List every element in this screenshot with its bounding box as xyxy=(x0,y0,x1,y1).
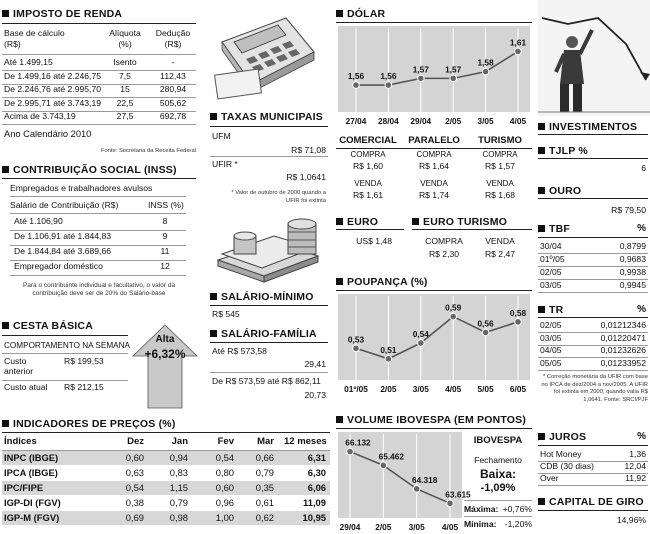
dolar-point xyxy=(450,75,457,82)
ufir-value: R$ 1,0641 xyxy=(286,172,326,182)
juros-row-label: CDB (30 dias) xyxy=(540,461,594,471)
indicadores-cell: 0,98 xyxy=(169,512,188,523)
cesta-row-1-value: R$ 199,53 xyxy=(64,356,104,366)
dolar-data-label: 1,56 xyxy=(380,71,397,82)
poupanca-tick-label: 4/05 xyxy=(445,384,462,394)
dolar-tick-label: 28/04 xyxy=(378,116,399,126)
taxas-title: TAXAS MUNICIPAIS xyxy=(210,111,323,123)
poupanca-point xyxy=(385,356,392,363)
salario-familia-title: SALÁRIO-FAMÍLIA xyxy=(210,328,317,340)
tbf-row-value: 0,9938 xyxy=(619,267,646,277)
tbf-row-divider xyxy=(538,292,648,293)
poupanca-tick-label: 01º/05 xyxy=(344,384,368,394)
inss-title: CONTRIBUIÇÃO SOCIAL (INSS) xyxy=(2,164,177,176)
imposto-row-deducao: 692,78 xyxy=(159,111,187,121)
businessman-chart-icon xyxy=(538,0,650,116)
tbf-row-value: 0,9945 xyxy=(619,280,646,290)
dolar-header: PARALELO xyxy=(408,135,460,146)
dolar-compra-label: COMPRA xyxy=(416,150,452,159)
juros-title: JUROS xyxy=(538,431,586,443)
ibovespa-maxima: +0,76% xyxy=(502,504,532,514)
poupanca-point xyxy=(450,313,457,320)
imposto-header-deducao: Dedução xyxy=(155,28,191,38)
inss-row-label: Empregador doméstico xyxy=(14,261,103,271)
dolar-venda-label: VENDA xyxy=(420,179,448,188)
poupanca-point xyxy=(515,319,522,326)
indicadores-header: Índices xyxy=(4,436,37,447)
indicadores-cell: 0,60 xyxy=(215,482,234,493)
poupanca-data-label: 0,51 xyxy=(380,344,397,355)
poupanca-plot-area xyxy=(338,294,530,380)
imposto-row-base: De 1.499,16 até 2.246,75 xyxy=(4,70,101,81)
salario-familia-row-1-value: 29,41 xyxy=(304,359,326,369)
tr-row-divider xyxy=(538,370,648,371)
ufm-label: UFM xyxy=(212,131,231,141)
indicadores-cell: 0,35 xyxy=(255,482,274,493)
tr-row-date: 02/05 xyxy=(540,320,562,330)
poupanca-data-label: 0,53 xyxy=(347,334,365,345)
ufm-value: R$ 71,08 xyxy=(291,145,326,155)
indicadores-cell: 6,06 xyxy=(307,482,326,493)
indicadores-cell: 0,54 xyxy=(215,452,234,463)
euro-title: EURO xyxy=(336,216,378,228)
poupanca-tick-label: 3/05 xyxy=(412,384,429,394)
tbf-pct: % xyxy=(637,223,646,234)
tr-note: * Correção monetária da UFIR com base no IPCA de dez/2004 a nov/2005. A UFIR foi extinta em 2000, quando valia R$ 1,0641. Fonte: SRCI/PJF xyxy=(541,374,648,403)
ibovespa-tick-label: 3/05 xyxy=(408,522,425,532)
dolar-tick-label: 27/04 xyxy=(345,116,367,126)
imposto-header-base: Base de cálculo xyxy=(4,28,65,38)
imposto-row-base: Até 1.499,15 xyxy=(4,57,53,67)
dolar-point xyxy=(385,82,392,89)
salario-familia-row-1-label: Até R$ 573,58 xyxy=(212,346,267,356)
dolar-compra-value: R$ 1,64 xyxy=(418,161,450,171)
dolar-data-label: 1,57 xyxy=(412,64,429,75)
calculator-icon xyxy=(212,12,324,102)
ibovespa-maxima-label: Máxima: xyxy=(464,504,499,514)
indicadores-header: 12 meses xyxy=(284,436,327,447)
juros-row-divider xyxy=(538,485,648,486)
euro-turismo-venda-label: VENDA xyxy=(485,236,515,246)
dolar-venda-value: R$ 1,68 xyxy=(484,190,516,200)
tr-row-date: 05/05 xyxy=(540,357,562,368)
juros-row-value: 1,36 xyxy=(629,449,646,459)
juros-row-label: Hot Money xyxy=(540,449,582,459)
ibovespa-side-title: IBOVESPA xyxy=(473,435,523,446)
imposto-header-deducao-unit: (R$) xyxy=(164,39,182,49)
ibovespa-tick-label: 29/04 xyxy=(339,522,361,532)
indicadores-cell: 0,79 xyxy=(169,497,188,508)
taxas-note: * Valor de outubro de 2000 quando a UFIR foi extinta xyxy=(231,190,326,204)
investimentos-title: INVESTIMENTOS xyxy=(538,121,637,133)
ibovespa-data-label: 65.462 xyxy=(378,451,405,462)
inss-row-value: 12 xyxy=(160,261,170,271)
poupanca-tick-label: 2/05 xyxy=(380,384,397,394)
alta-value: +6,32% xyxy=(144,347,186,361)
dolar-chart xyxy=(336,24,532,128)
inss-note: Para o contribuinte individual e facultativo, o valor da contribuição deve ser de 20% do Salário-base xyxy=(22,282,176,298)
inss-row-value: 11 xyxy=(160,246,170,256)
ibovespa-fechamento: Fechamento xyxy=(474,455,522,465)
euro-turismo-title: EURO TURISMO xyxy=(412,216,507,228)
salario-minimo-title: SALÁRIO-MÍNIMO xyxy=(210,291,314,303)
ibovespa-minima-label: Mínima: xyxy=(464,519,497,529)
ibovespa-chart xyxy=(336,430,471,534)
capital-value: 14,96% xyxy=(616,515,646,525)
ibovespa-data-label: 63.615 xyxy=(445,489,471,500)
imposto-row-aliquota: Isento xyxy=(113,57,137,67)
imposto-row-deducao: - xyxy=(171,57,175,67)
indicadores-row-name: IGP-DI (FGV) xyxy=(4,497,61,508)
tr-title: TR xyxy=(538,304,563,316)
dolar-venda-label: VENDA xyxy=(486,179,514,188)
indicadores-cell: 0,83 xyxy=(169,467,188,478)
dolar-point xyxy=(482,68,489,75)
inss-subtitle: Empregados e trabalhadores avulsos xyxy=(10,183,153,193)
imposto-row-aliquota: 22,5 xyxy=(116,97,134,108)
indicadores-cell: 0,66 xyxy=(255,452,274,463)
dolar-tick-label: 3/05 xyxy=(477,116,494,126)
ouro-title: OURO xyxy=(538,185,581,197)
tjlp-title: TJLP % xyxy=(538,145,588,157)
dolar-compra-value: R$ 1,57 xyxy=(484,161,516,171)
tbf-row-date: 30/04 xyxy=(540,241,562,251)
tr-row-value: 0,01232626 xyxy=(600,345,646,355)
dolar-tick-label: 2/05 xyxy=(445,116,462,126)
indicadores-row-name: IPCA (IBGE) xyxy=(4,467,58,478)
salario-familia-row-2-label: De R$ 573,59 até R$ 862,11 xyxy=(212,376,321,386)
tbf-row-date: 01º/05 xyxy=(540,254,565,264)
poupanca-tick-label: 5/05 xyxy=(477,384,494,394)
juros-row-value: 12,04 xyxy=(624,461,646,471)
poupanca-data-label: 0,59 xyxy=(445,302,462,313)
ibovespa-point xyxy=(447,500,454,507)
imposto-row-deducao: 280,94 xyxy=(159,84,187,94)
poupanca-point xyxy=(353,345,360,352)
juros-row-value: 11,92 xyxy=(625,473,646,483)
indicadores-row-name: IGP-M (FGV) xyxy=(4,512,60,523)
euro-value: US$ 1,48 xyxy=(356,236,392,246)
ibovespa-status: Baixa: xyxy=(479,467,517,481)
tr-row-value: 0,01220471 xyxy=(600,332,646,343)
euro-turismo-venda: R$ 2,47 xyxy=(484,249,516,259)
ouro-value: R$ 79,50 xyxy=(611,205,646,215)
imposto-row-aliquota: 27,5 xyxy=(116,111,134,121)
inss-col2: INSS (%) xyxy=(148,200,184,210)
dolar-venda-label: VENDA xyxy=(354,179,382,188)
cesta-subtitle: COMPORTAMENTO NA SEMANA xyxy=(4,341,131,350)
dolar-title: DÓLAR xyxy=(336,8,385,20)
dolar-plot-area xyxy=(338,26,530,112)
poupanca-data-label: 0,58 xyxy=(509,307,527,318)
ibovespa-point xyxy=(347,448,354,455)
indicadores-cell: 0,38 xyxy=(125,497,144,508)
indicadores-row-name: INPC (IBGE) xyxy=(4,452,59,463)
indicadores-title: INDICADORES DE PREÇOS (%) xyxy=(2,418,176,430)
tjlp-value: 6 xyxy=(641,163,646,173)
indicadores-cell: 0,94 xyxy=(169,452,188,463)
indicadores-header: Mar xyxy=(257,436,274,447)
ibovespa-tick-label: 2/05 xyxy=(375,522,392,532)
euro-turismo-compra-label: COMPRA xyxy=(425,236,463,246)
dolar-compra-label: COMPRA xyxy=(482,150,518,159)
dolar-data-label: 1,58 xyxy=(477,57,494,68)
ibovespa-data-label: 64.318 xyxy=(411,474,438,485)
tr-row-value: 0,01233952 xyxy=(600,357,646,368)
ibovespa-variation: -1,09% xyxy=(480,482,516,494)
indicadores-cell: 0,63 xyxy=(125,467,144,478)
inss-row-divider xyxy=(10,275,186,276)
indicadores-cell: 0,79 xyxy=(255,467,274,478)
poupanca-point xyxy=(482,329,489,336)
tr-row-value: 0,01212346 xyxy=(600,320,646,330)
dolar-data-label: 1,61 xyxy=(509,37,527,48)
dolar-header: TURISMO xyxy=(478,135,522,146)
dolar-point xyxy=(418,75,425,82)
poupanca-chart xyxy=(336,292,532,396)
indicadores-cell: 0,69 xyxy=(125,512,144,523)
indicadores-row-name: IPC/FIPE xyxy=(4,482,44,493)
inss-row-value: 8 xyxy=(162,216,168,226)
poupanca-data-label: 0,54 xyxy=(412,329,429,339)
tbf-row-date: 03/05 xyxy=(540,280,562,290)
dolar-compra-value: R$ 1,60 xyxy=(352,161,384,171)
salario-minimo-value: R$ 545 xyxy=(212,309,240,319)
cesta-title: CESTA BÁSICA xyxy=(2,320,93,332)
tr-row-date: 03/05 xyxy=(540,332,562,343)
tbf-row-value: 0,9683 xyxy=(619,254,646,264)
cesta-row-2-value: R$ 212,15 xyxy=(64,382,104,392)
tbf-title: TBF xyxy=(538,223,570,235)
inss-row-label: De 1.844,84 até 3.689,66 xyxy=(14,246,111,256)
imposto-row-base: Acima de 3.743,19 xyxy=(4,111,76,121)
tbf-row-date: 02/05 xyxy=(540,267,562,277)
dolar-compra-label: COMPRA xyxy=(350,150,386,159)
inss-col1: Salário de Contribuição (R$) xyxy=(10,200,119,210)
indicadores-cell: 0,60 xyxy=(125,452,144,463)
cesta-row-2-label: Custo atual xyxy=(4,382,48,392)
indicadores-header: Jan xyxy=(171,436,188,447)
poupanca-tick-label: 6/05 xyxy=(509,384,527,394)
juros-pct: % xyxy=(637,431,646,442)
poupanca-data-label: 0,56 xyxy=(477,318,494,329)
poupanca-point xyxy=(418,340,425,347)
ibovespa-title: VOLUME IBOVESPA (EM PONTOS) xyxy=(336,414,526,426)
indicadores-cell: 0,54 xyxy=(125,482,144,493)
ibovespa-point xyxy=(380,462,387,469)
imposto-row-base: De 2.995,71 até 3.743,19 xyxy=(4,97,101,108)
indicadores-cell: 1,00 xyxy=(215,512,234,523)
indicadores-cell: 6,31 xyxy=(307,452,326,463)
tbf-row-value: 0,8799 xyxy=(619,241,646,251)
ibovespa-point xyxy=(413,486,420,493)
indicadores-cell: 11,09 xyxy=(303,497,326,508)
tr-pct: % xyxy=(637,304,646,315)
indicadores-header: Fev xyxy=(217,436,234,447)
imposto-header-base-unit: (R$) xyxy=(4,39,21,49)
dolar-data-label: 1,57 xyxy=(445,64,462,75)
indicadores-cell: 6,30 xyxy=(307,467,326,478)
imposto-row-divider xyxy=(2,124,196,125)
ibovespa-data-label: 66.132 xyxy=(345,437,371,448)
dolar-header: COMERCIAL xyxy=(339,135,397,146)
imposto-row-deducao: 112,43 xyxy=(160,70,186,81)
indicadores-cell: 0,61 xyxy=(255,497,274,508)
indicadores-cell: 0,62 xyxy=(255,512,274,523)
dolar-venda-value: R$ 1,74 xyxy=(418,190,450,200)
imposto-title: IMPOSTO DE RENDA xyxy=(2,8,122,20)
imposto-row-base: De 2.246,76 até 2.995,70 xyxy=(4,84,101,94)
capital-title: CAPITAL DE GIRO xyxy=(538,496,644,508)
dolar-venda-value: R$ 1,61 xyxy=(352,190,384,200)
tr-row-date: 04/05 xyxy=(540,345,562,355)
indicadores-cell: 10,95 xyxy=(302,512,326,523)
inss-row-label: De 1.106,91 até 1.844,83 xyxy=(14,231,111,241)
imposto-year: Ano Calendário 2010 xyxy=(4,129,92,139)
dolar-data-label: 1,56 xyxy=(347,71,365,82)
dolar-point xyxy=(515,48,522,55)
indicadores-cell: 1,15 xyxy=(169,482,188,493)
dolar-table-divider xyxy=(336,148,532,149)
imposto-row-deducao: 505,62 xyxy=(159,97,187,108)
money-stack-icon xyxy=(214,214,326,286)
ibovespa-minima: -1,20% xyxy=(504,519,532,529)
cesta-row-1-label: Custo anterior xyxy=(4,356,34,376)
imposto-row-aliquota: 7,5 xyxy=(119,70,131,81)
indicadores-cell: 0,96 xyxy=(215,497,234,508)
ibovespa-tick-label: 4/05 xyxy=(441,522,459,532)
imposto-header-aliquota: Alíquota xyxy=(109,28,141,38)
dolar-tick-label: 4/05 xyxy=(509,116,527,126)
juros-row-label: Over xyxy=(540,473,559,483)
alta-label: Alta xyxy=(155,334,175,345)
ufir-label: UFIR * xyxy=(212,159,238,169)
imposto-row-aliquota: 15 xyxy=(120,84,130,94)
imposto-header-aliquota-unit: (%) xyxy=(118,39,132,49)
inss-row-value: 9 xyxy=(162,231,168,241)
dolar-point xyxy=(353,82,360,89)
dolar-tick-label: 29/04 xyxy=(410,116,432,126)
imposto-source: Fonte: Secretaria da Receita Federal xyxy=(100,148,196,154)
inss-row-label: Até 1.106,90 xyxy=(14,216,63,226)
poupanca-title: POUPANÇA (%) xyxy=(336,276,428,288)
salario-familia-row-2-value: 20,73 xyxy=(304,390,326,400)
indicadores-cell: 0,80 xyxy=(215,467,234,478)
indicadores-header: Dez xyxy=(127,436,144,447)
euro-turismo-compra: R$ 2,30 xyxy=(428,249,460,259)
